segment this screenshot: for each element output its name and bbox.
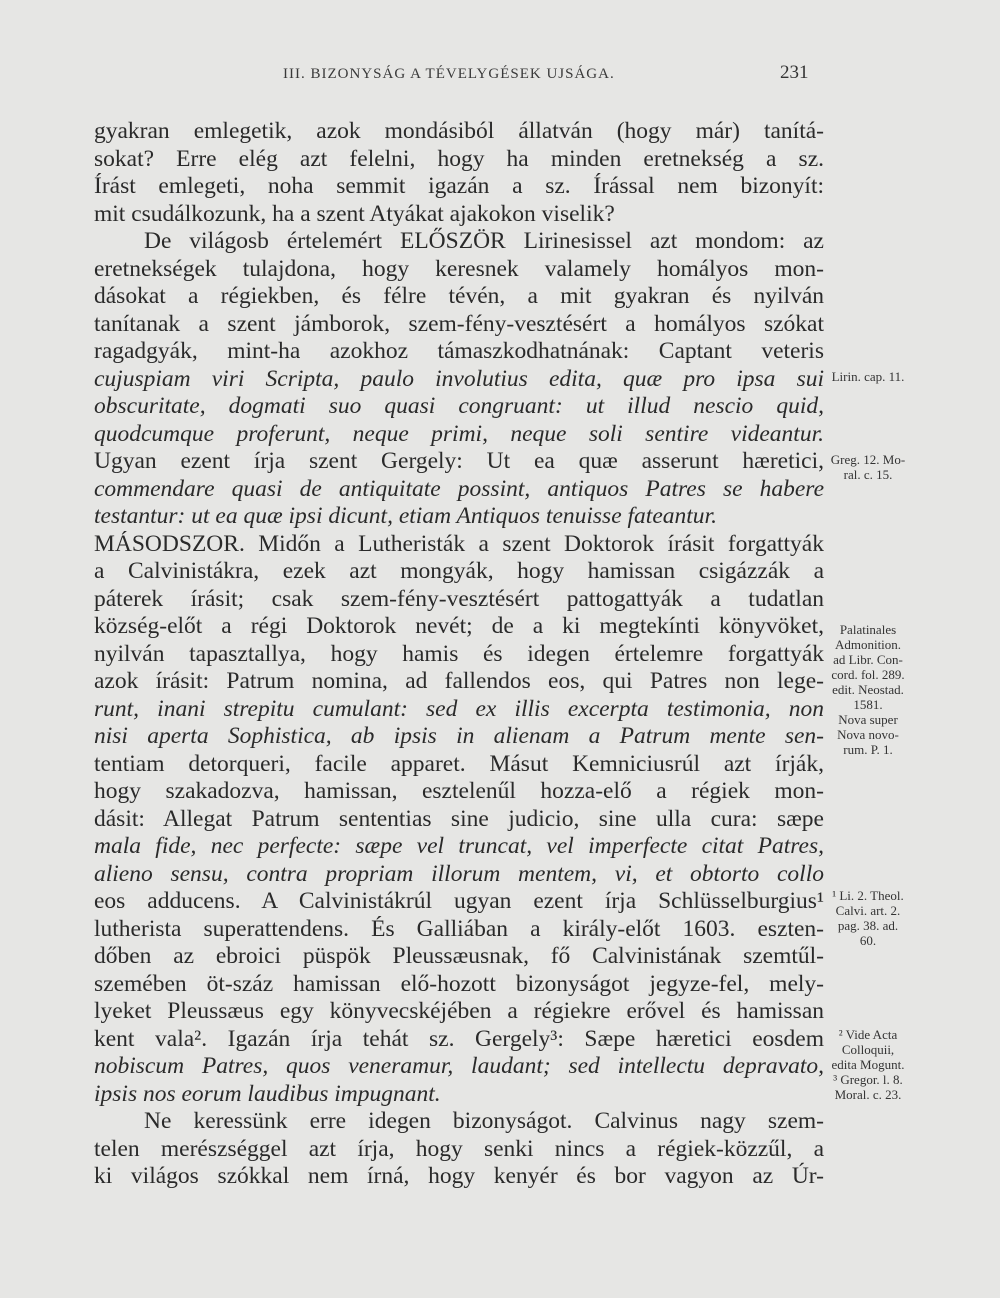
text-line: lutherista superattendens. És Galliában a király-előt 1603. eszten- — [94, 915, 824, 942]
text-line: sokat? Erre elég azt felelni, hogy ha minden eretnekség a sz. — [94, 145, 824, 172]
text-line: De világosb értelemért ELŐSZÖR Lirinesissel azt mondom: az — [144, 228, 824, 254]
text-line: dásokat a régiekben, és félre tévén, a mit gyakran és nyilván — [94, 283, 824, 309]
text-line: runt, inani strepitu cumulant: sed ex illis excerpta testimonia, non — [94, 695, 824, 722]
text-line: quodcumque proferunt, neque primi, neque soli sentire videantur. — [94, 420, 824, 447]
text-line: obscuritate, dogmati suo quasi congruant: ut illud nescio quid, — [94, 393, 824, 419]
marginal-line: Calvi. art. 2. — [835, 903, 901, 918]
text-line: MÁSODSZOR. Midőn a Lutheristák a szent Doktorok írásit forgattyák — [94, 530, 824, 557]
marginal-line: Greg. 12. Mo- — [830, 452, 906, 467]
text-line: mit csudálkozunk, ha a szent Atyákat ajakokon viselik? — [94, 200, 615, 227]
marginal-line: cord. fol. 289. — [831, 667, 905, 682]
text-line: Írást emlegeti, noha semmit igazán a sz. Írással nem bizonyít: — [94, 173, 824, 199]
body-text — [94, 118, 824, 1191]
marginal-line: rum. P. 1. — [843, 742, 893, 757]
text-line: szemében öt-száz hamissan elő-hozott bizonyságot jegyze-fel, mely- — [94, 970, 824, 997]
text-line: Ne keressünk erre idegen bizonyságot. Calvinus nagy szem- — [144, 1108, 824, 1134]
marginal-note-lirin — [818, 369, 918, 384]
marginal-line: Colloquii, — [841, 1042, 895, 1057]
text-line: ipsis nos eorum laudibus impugnant. — [94, 1080, 441, 1107]
marginal-line: ¹ Li. 2. Theol. — [832, 888, 904, 903]
marginal-line: Nova novo- — [837, 727, 899, 742]
marginal-note-footnote-1 — [818, 888, 918, 948]
running-head: III. BIZONYSÁG A TÉVELYGÉSEK UJSÁGA. — [283, 66, 615, 82]
text-line: eretnekségek tulajdona, hogy keresnek valamely homályos mon- — [94, 255, 824, 282]
marginal-line: Lirin. cap. 11. — [831, 369, 905, 384]
page-header — [0, 62, 1000, 92]
text-line: cujuspiam viri Scripta, paulo involutius edita, quæ pro ipsa sui — [94, 365, 824, 392]
text-line: a Calvinistákra, ezek azt mongyák, hogy hamissan csigázzák a — [94, 558, 824, 584]
marginal-line: ³ Gregor. l. 8. — [833, 1072, 903, 1087]
text-line: község-előt a régi Doktorok nevét; de a ki megtekínti könyvöket, — [94, 613, 824, 639]
marginal-line: Admonition. — [834, 637, 902, 652]
marginal-line: ad Libr. Con- — [833, 652, 903, 667]
text-line: azok írásit: Patrum nomina, ad fallendos eos, qui Patres non lege- — [94, 668, 824, 694]
text-line: telen merészséggel azt írja, hogy senki nincs a régiek-közzűl, a — [94, 1135, 824, 1162]
text-line: tanítanak a szent jámborok, szem-fény-vesztésért a homályos szókat — [94, 310, 824, 337]
text-line: nobiscum Patres, quos veneramur, laudant; sed intellectu depravato, — [94, 1053, 824, 1079]
marginal-line: ² Vide Acta — [838, 1027, 898, 1042]
text-line: testantur: ut ea quæ ipsi dicunt, etiam Antiquos tenuisse fateantur. — [94, 503, 717, 529]
text-line: hogy szakadozva, hamissan, esztelenűl hozza-elő a régiek mon- — [94, 778, 824, 804]
text-line: nyilván tapasztallya, hogy hamis és idegen értelemre forgattyák — [94, 640, 824, 667]
text-line: Ugyan ezent írja szent Gergely: Ut ea quæ asserunt hæretici, — [94, 448, 824, 474]
text-line: eos adducens. A Calvinistákrúl ugyan ezent írja Schlüsselburgius¹ — [94, 888, 824, 914]
marginal-note-palatinales — [818, 622, 918, 757]
marginal-line: edita Mogunt. — [831, 1057, 905, 1072]
text-line: dőben az ebroici püspök Pleussæusnak, fő Calvinistának szemtűl- — [94, 943, 824, 969]
text-line: lyeket Pleussæus egy könyvecskéjében a régiekre erővel és hamissan — [94, 998, 824, 1024]
text-line: ki világos szókkal nem írná, hogy kenyér és bor vagyon az Úr- — [94, 1163, 824, 1189]
text-line: commendare quasi de antiquitate possint, antiquos Patres se habere — [94, 475, 824, 502]
text-line: nisi aperta Sophistica, ab ipsis in alienam a Patrum mente sen- — [94, 723, 824, 749]
marginal-line: Nova super — [838, 712, 898, 727]
marginal-line: 60. — [859, 933, 877, 948]
text-line: tentiam detorqueri, facile apparet. Másut Kemniciusrúl azt írják, — [94, 750, 824, 777]
text-line: gyakran emlegetik, azok mondásiból állatván (hogy már) tanítá- — [94, 118, 824, 144]
marginal-line: ral. c. 15. — [843, 467, 893, 482]
text-line: páterek írásit; csak szem-fény-vesztésért pattogattyák a tudatlan — [94, 585, 824, 612]
page-number: 231 — [780, 62, 809, 83]
text-line: kent vala². Igazán írja tehát sz. Gergely³: Sæpe hæretici eosdem — [94, 1025, 824, 1052]
marginal-line: Palatinales — [839, 622, 897, 637]
marginal-line: Moral. c. 23. — [834, 1087, 902, 1102]
text-line: mala fide, nec perfecte: sæpe vel truncat, vel imperfecte citat Patres, — [94, 833, 824, 859]
marginal-line: 1581. — [853, 697, 883, 712]
text-line: alieno sensu, contra propriam illorum mentem, vi, et obtorto collo — [94, 860, 824, 887]
marginal-note-footnote-2-3 — [818, 1027, 918, 1102]
text-line: dásit: Allegat Patrum sententias sine judicio, sine ulla cura: sæpe — [94, 805, 824, 832]
marginal-line: edit. Neostad. — [832, 682, 904, 697]
text-line: ragadgyák, mint-ha azokhoz támaszkodhatnának: Captant veteris — [94, 338, 824, 364]
marginal-note-greg — [818, 452, 918, 482]
marginal-line: pag. 38. ad. — [837, 918, 899, 933]
